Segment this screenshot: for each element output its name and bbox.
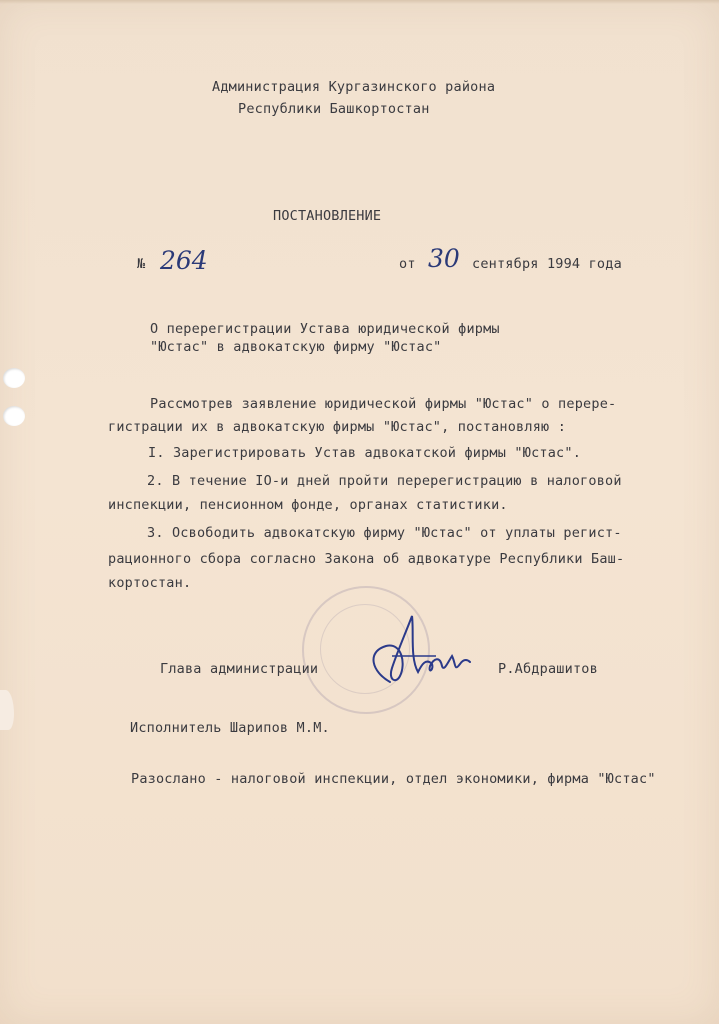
date-month-year: сентября 1994 года [472,256,622,272]
date-prefix: от [399,256,416,272]
item-3-line-3: кортостан. [108,575,192,591]
signatory-name: Р.Абдрашитов [498,661,598,677]
punch-hole [3,368,25,388]
torn-edge [0,690,14,730]
item-3-line-2: рационного сбора согласно Закона об адвокатуре Республики Баш- [108,551,625,567]
page-edge-shadow [0,0,719,4]
punch-hole [3,406,25,426]
number-prefix: № [137,256,146,272]
subject-line-1: О перерегистрации Устава юридической фирмы [150,321,500,337]
body-line-1: Рассмотрев заявление юридической фирмы "Юстас" о переpe- [150,396,617,412]
date-day: 30 [428,244,460,273]
item-2-line-1: 2. В течение IO-и дней пройти перерегистрацию в налоговой [147,473,622,489]
subject-line-2: "Юстас" в адвокатскую фирму "Юстас" [150,339,442,355]
item-1: I. Зарегистрировать Устав адвокатской фирмы "Юстас". [148,445,582,461]
document-title: ПОСТАНОВЛЕНИЕ [273,208,382,224]
body-line-2: гистрации их в адвокатскую фирмы "Юстас", постановляю : [108,419,567,435]
executor-line: Исполнитель Шарипов М.М. [130,720,330,736]
signatory-position: Глава администрации [160,661,319,677]
document-number: 264 [160,246,208,275]
signature-image [362,612,472,694]
item-2-line-2: инспекции, пенсионном фонде, органах статистики. [108,497,508,513]
header-line-2: Республики Башкортостан [238,101,430,117]
item-3-line-1: 3. Освободить адвокатскую фирму "Юстас" от уплаты регист- [147,525,622,541]
header-line-1: Администрация Кургазинского района [212,79,496,95]
distribution-line: Разослано - налоговой инспекции, отдел экономики, фирма "Юстас" [131,771,656,787]
